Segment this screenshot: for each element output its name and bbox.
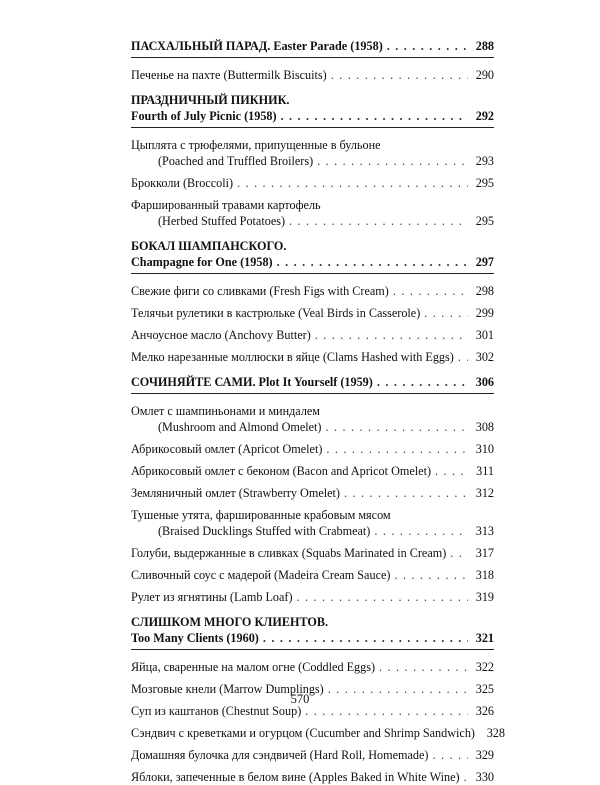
entry-row	[131, 545, 494, 561]
page-ref: 306	[475, 375, 494, 389]
toc-entry	[131, 403, 494, 435]
entry-row	[131, 463, 494, 479]
page-ref: 318	[475, 568, 494, 582]
page-ref: 328	[486, 726, 505, 740]
entry-title: Мелко нарезанные моллюски в яйце (Clams Hashed with Eggs)	[131, 350, 454, 364]
section-title-line: ПРАЗДНИЧНЫЙ ПИКНИК.	[131, 93, 290, 107]
page-ref: 292	[475, 109, 494, 123]
entry-row	[131, 567, 494, 583]
page-ref: 297	[475, 255, 494, 269]
entry-title: Телячьи рулетики в кастрюльке (Veal Birds in Casserole)	[131, 306, 421, 320]
entry-title-line: Тушеные утята, фаршированные крабовым мясом	[131, 508, 391, 522]
page-ref: 321	[475, 631, 494, 645]
page-ref: 295	[475, 214, 494, 228]
entry-title: Земляничный омлет (Strawberry Omelet)	[131, 486, 340, 500]
entry-title: Суп из каштанов (Chestnut Soup)	[131, 704, 302, 718]
toc-entry	[131, 589, 494, 605]
entry-row	[131, 589, 494, 605]
entry-row	[131, 213, 494, 229]
entry-row	[131, 523, 494, 539]
dot-leader	[435, 463, 468, 479]
entry-title: Яблоки, запеченные в белом вине (Apples Baked in White Wine)	[131, 770, 460, 784]
entry-row	[131, 67, 494, 83]
section-title-row	[131, 374, 494, 390]
toc-entry	[131, 283, 494, 299]
entry-row	[131, 725, 505, 741]
page-ref: 322	[475, 660, 494, 674]
dot-leader	[277, 254, 468, 270]
toc-entry	[131, 305, 494, 321]
section-title: Fourth of July Picnic (1958)	[131, 109, 277, 123]
dot-leader	[377, 374, 468, 390]
section-title: ПАСХАЛЬНЫЙ ПАРАД. Easter Parade (1958)	[131, 39, 383, 53]
entry-row	[131, 485, 494, 501]
page-ref: 302	[475, 350, 494, 364]
toc-entry	[131, 567, 494, 583]
entry-title-line: Фаршированный травами картофель	[131, 198, 321, 212]
entry-row	[131, 659, 494, 675]
entry-title: Печенье на пахте (Buttermilk Biscuits)	[131, 68, 327, 82]
entry-row	[131, 305, 494, 321]
toc-entry	[131, 659, 494, 675]
entry-title: (Braised Ducklings Stuffed with Crabmeat)	[158, 524, 371, 538]
page-ref: 308	[475, 420, 494, 434]
page-number: 570	[290, 692, 310, 706]
entry-title: Домашняя булочка для сэндвичей (Hard Roll, Homemade)	[131, 748, 429, 762]
page-ref: 293	[475, 154, 494, 168]
section-title-row	[131, 630, 494, 646]
section-title-row	[131, 108, 494, 124]
table-of-contents	[131, 38, 505, 785]
page-ref: 312	[475, 486, 494, 500]
dot-leader	[281, 108, 468, 124]
toc-section	[131, 238, 494, 274]
entry-row	[131, 153, 494, 169]
section-title-row	[131, 38, 494, 54]
toc-entry	[131, 137, 494, 169]
section-title-line: БОКАЛ ШАМПАНСКОГО.	[131, 239, 287, 253]
toc-entry	[131, 349, 494, 365]
entry-title: Мозговые кнели (Marrow Dumplings)	[131, 682, 324, 696]
dot-leader	[326, 419, 469, 435]
toc-entry	[131, 485, 494, 501]
page-ref: 299	[475, 306, 494, 320]
dot-leader	[331, 67, 468, 83]
toc-entry	[131, 175, 494, 191]
entry-title: Рулет из ягнятины (Lamb Loaf)	[131, 590, 293, 604]
dot-leader	[458, 349, 468, 365]
page-ref: 311	[476, 464, 494, 478]
page-ref: 290	[475, 68, 494, 82]
dot-leader	[424, 305, 468, 321]
dot-leader	[464, 769, 468, 785]
toc-entry	[131, 441, 494, 457]
dot-leader	[387, 38, 468, 54]
entry-title-line: Цыплята с трюфелями, припущенные в бульоне	[131, 138, 381, 152]
entry-row	[131, 283, 494, 299]
dot-leader	[344, 485, 468, 501]
entry-title: Свежие фиги со сливками (Fresh Figs with Cream)	[131, 284, 389, 298]
toc-entry	[131, 725, 505, 741]
page-ref: 301	[475, 328, 494, 342]
toc-section	[131, 374, 494, 394]
toc-entry	[131, 463, 494, 479]
page-ref: 329	[475, 748, 494, 762]
section-title-row	[131, 254, 494, 270]
entry-title: (Poached and Truffled Broilers)	[158, 154, 314, 168]
entry-title: Абрикосовый омлет с беконом (Bacon and Apricot Omelet)	[131, 464, 432, 478]
dot-leader	[394, 567, 468, 583]
entry-title: (Herbed Stuffed Potatoes)	[158, 214, 286, 228]
page-ref: 330	[475, 770, 494, 784]
page-ref: 295	[475, 176, 494, 190]
page-ref: 298	[475, 284, 494, 298]
entry-row	[131, 349, 494, 365]
dot-leader	[317, 153, 468, 169]
entry-title: Голуби, выдержанные в сливках (Squabs Marinated in Cream)	[131, 546, 447, 560]
toc-entry	[131, 197, 494, 229]
dot-leader	[432, 747, 468, 763]
section-title: Champagne for One (1958)	[131, 255, 273, 269]
section-title: Too Many Clients (1960)	[131, 631, 259, 645]
dot-leader	[289, 213, 468, 229]
entry-row	[131, 747, 494, 763]
page-ref: 319	[475, 590, 494, 604]
section-title: СОЧИНЯЙТЕ САМИ. Plot It Yourself (1959)	[131, 375, 373, 389]
toc-entry	[131, 769, 494, 785]
entry-row	[131, 419, 494, 435]
toc-entry	[131, 67, 494, 83]
dot-leader	[393, 283, 468, 299]
dot-leader	[237, 175, 468, 191]
dot-leader	[326, 441, 468, 457]
entry-row	[131, 175, 494, 191]
section-title-line: СЛИШКОМ МНОГО КЛИЕНТОВ.	[131, 615, 329, 629]
dot-leader	[263, 630, 468, 646]
toc-entry	[131, 747, 494, 763]
entry-title: Яйца, сваренные на малом огне (Coddled Eggs)	[131, 660, 376, 674]
toc-section	[131, 92, 494, 128]
toc-section	[131, 38, 494, 58]
dot-leader	[374, 523, 468, 539]
entry-row	[131, 769, 494, 785]
dot-leader	[450, 545, 468, 561]
page-ref: 288	[475, 39, 494, 53]
page-ref: 325	[475, 682, 494, 696]
toc-entry	[131, 507, 494, 539]
page-ref: 313	[475, 524, 494, 538]
entry-row	[131, 441, 494, 457]
dot-leader	[297, 589, 468, 605]
page-ref: 326	[475, 704, 494, 718]
toc-section	[131, 614, 494, 650]
entry-title: Сливочный соус с мадерой (Madeira Cream Sauce)	[131, 568, 391, 582]
entry-title: Сэндвич с креветками и огурцом (Cucumber and Shrimp Sandwich)	[131, 726, 475, 740]
toc-entry	[131, 545, 494, 561]
dot-leader	[379, 659, 468, 675]
dot-leader	[315, 327, 468, 343]
entry-title: Абрикосовый омлет (Apricot Omelet)	[131, 442, 323, 456]
entry-row	[131, 327, 494, 343]
page-ref: 317	[475, 546, 494, 560]
page-ref: 310	[475, 442, 494, 456]
entry-title: Брокколи (Broccoli)	[131, 176, 234, 190]
entry-title: (Mushroom and Almond Omelet)	[158, 420, 322, 434]
toc-entry	[131, 327, 494, 343]
entry-title: Анчоусное масло (Anchovy Butter)	[131, 328, 311, 342]
entry-title-line: Омлет с шампиньонами и миндалем	[131, 404, 321, 418]
